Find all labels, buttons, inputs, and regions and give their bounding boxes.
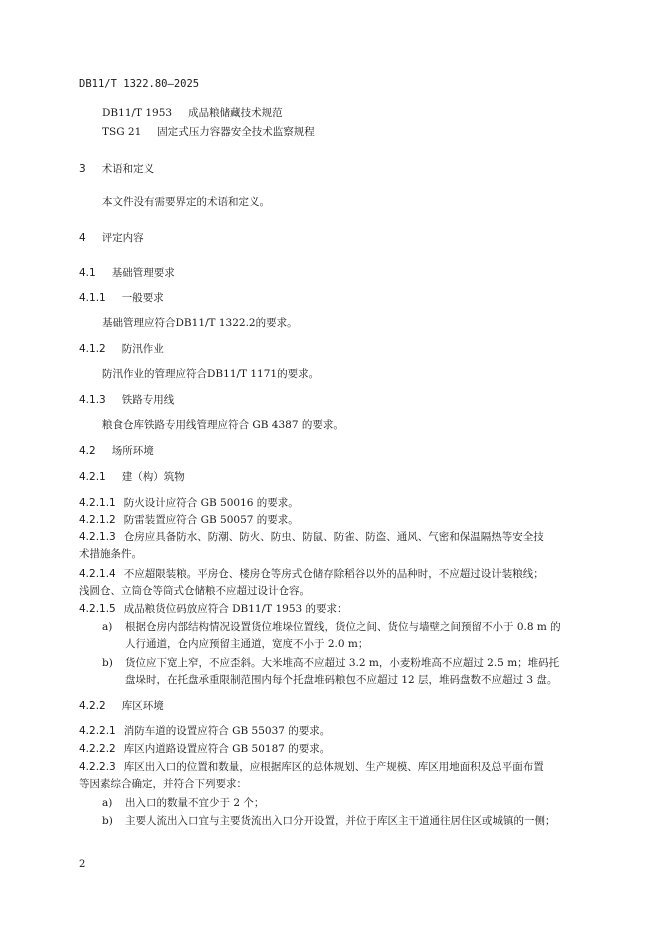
- section-number: 4.2.2: [79, 700, 106, 712]
- clause-number: 4.2.2.3: [79, 761, 116, 773]
- section-title: 一般要求: [121, 292, 164, 304]
- section-4-1-heading: [79, 266, 175, 280]
- clause-4-2-2-2: [79, 742, 330, 756]
- reference-title: 固定式压力容器安全技术监察规程: [157, 126, 315, 138]
- section-number: 4.2.1: [79, 471, 106, 483]
- section-4-2-1-heading: [79, 470, 185, 484]
- clause-4-2-1-5: [79, 602, 348, 616]
- clause-4-2-1-4-line1: [79, 567, 544, 581]
- clause-4-2-1-4-line2: 浅圆仓、立筒仓等筒式仓储粮不应超过设计仓容。: [79, 585, 310, 597]
- reference-2: [102, 125, 315, 139]
- section-4-2-2-heading: [79, 699, 164, 713]
- clause-text: 库区出入口的位置和数量，应根据库区的总体规划、生产规模、库区用地面积及总平面布置: [123, 761, 544, 773]
- section-number: 4.2: [79, 445, 96, 457]
- clause-text: 库区内道路设置应符合 GB 50187 的要求。: [123, 743, 331, 755]
- list-item-a: 出入口的数量不宜少于 2 个；: [125, 797, 265, 809]
- reference-1: [102, 106, 283, 120]
- section-4-1-3-body: 粮食仓库铁路专用线管理应符合 GB 4387 的要求。: [102, 419, 344, 431]
- list-item-b-line1: 货位应下宽上窄，不应歪斜。大米堆高不应超过 3.2 m，小麦粉堆高不应超过 2.5 m；堆码托: [125, 657, 560, 669]
- list-label: b): [102, 815, 113, 827]
- clause-4-2-1-1: [79, 496, 299, 510]
- list-item-a-line2: 人行通道，仓内应预留主通道，宽度不小于 2.0 m；: [125, 638, 369, 650]
- clause-4-2-2-3-line1: [79, 760, 544, 774]
- section-title: 防汛作业: [121, 343, 164, 355]
- clause-text: 防雷装置应符合 GB 50057 的要求。: [123, 514, 299, 526]
- clause-4-2-2-3-line2: 等因素综合确定，并符合下列要求：: [79, 778, 247, 790]
- clause-text: 不应超限装粮。平房仓、楼房仓等房式仓储存除稻谷以外的品种时，不应超过设计装粮线；: [123, 568, 544, 580]
- reference-title: 成品粮储藏技术规范: [188, 107, 283, 119]
- list-item-b-line2: 盘垛时，在托盘承重限制范围内每个托盘堆码粮包不应超过 12 层，堆码盘数不应超过 3 盘。: [125, 674, 558, 686]
- clause-4-2-1-3-line2: 术措施条件。: [79, 548, 142, 560]
- clause-4-2-1-2: [79, 513, 299, 527]
- section-number: 4.1.1: [79, 292, 106, 304]
- section-3-body: 本文件没有需要界定的术语和定义。: [102, 196, 270, 208]
- section-title: 场所环境: [111, 445, 154, 457]
- section-number: 4: [79, 232, 86, 244]
- clause-number: 4.2.2.2: [79, 743, 116, 755]
- list-item-a-line1: 根据仓房内部结构情况设置货位堆垛位置线，货位之间、货位与墙壁之间预留不小于 0.8 m 的: [125, 621, 561, 633]
- section-4-1-2-heading: [79, 342, 164, 356]
- section-4-heading: [79, 231, 144, 245]
- clause-text: 仓房应具备防水、防潮、防火、防虫、防鼠、防雀、防盗、通风、气密和保温隔热等安全技: [123, 531, 544, 543]
- clause-number: 4.2.1.5: [79, 603, 116, 615]
- section-title: 术语和定义: [101, 163, 155, 175]
- section-title: 铁路专用线: [121, 394, 175, 406]
- list-label: a): [102, 621, 113, 633]
- clause-number: 4.2.1.3: [79, 531, 116, 543]
- section-4-2-heading: [79, 444, 154, 458]
- section-title: 建（构）筑物: [121, 471, 185, 483]
- page-number: 2: [79, 859, 86, 870]
- list-item-b: 主要人流出入口宜与主要货流出入口分开设置，并位于库区主干道通往居住区或城镇的一侧；: [125, 815, 556, 827]
- section-number: 4.1.2: [79, 343, 106, 355]
- clause-text: 成品粮货位码放应符合 DB11/T 1953 的要求：: [123, 603, 348, 615]
- section-4-1-1-body: 基础管理应符合DB11/T 1322.2的要求。: [102, 317, 298, 329]
- clause-text: 消防车道的设置应符合 GB 55037 的要求。: [123, 725, 331, 737]
- section-number: 4.1.3: [79, 394, 106, 406]
- section-title: 库区环境: [121, 700, 164, 712]
- section-3-heading: [79, 162, 154, 176]
- section-4-1-2-body: 防汛作业的管理应符合DB11/T 1171的要求。: [102, 368, 320, 380]
- reference-code: TSG 21: [102, 126, 142, 138]
- reference-code: DB11/T 1953: [102, 107, 173, 119]
- clause-4-2-1-3-line1: [79, 530, 544, 544]
- section-number: 4.1: [79, 267, 96, 279]
- clause-number: 4.2.2.1: [79, 725, 116, 737]
- section-number: 3: [79, 163, 86, 175]
- section-title: 基础管理要求: [111, 267, 175, 279]
- clause-text: 防火设计应符合 GB 50016 的要求。: [123, 497, 299, 509]
- section-4-1-1-heading: [79, 291, 164, 305]
- list-label: a): [102, 797, 113, 809]
- section-4-1-3-heading: [79, 393, 174, 407]
- list-label: b): [102, 657, 113, 669]
- clause-4-2-2-1: [79, 724, 330, 738]
- clause-number: 4.2.1.2: [79, 514, 116, 526]
- clause-number: 4.2.1.4: [79, 568, 116, 580]
- document-header: DB11/T 1322.80—2025: [79, 78, 200, 90]
- clause-number: 4.2.1.1: [79, 497, 116, 509]
- section-title: 评定内容: [101, 232, 144, 244]
